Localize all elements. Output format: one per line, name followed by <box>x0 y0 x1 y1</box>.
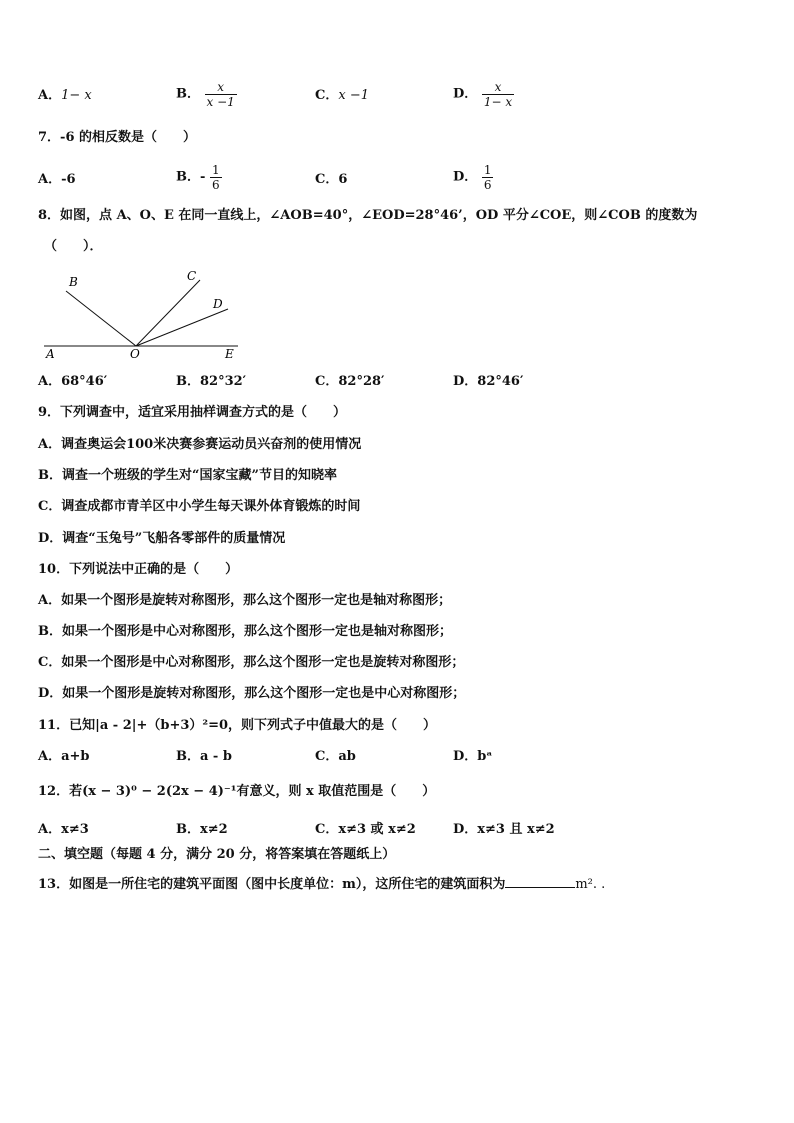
ray-ob <box>66 291 136 346</box>
q6-option-a <box>38 88 92 104</box>
q9-option-c: C．调查成都市青羊区中小学生每天课外体育锻炼的时间 <box>38 499 361 514</box>
option-value: x −1 <box>338 88 369 103</box>
q8-angle-figure <box>40 266 250 362</box>
q10-option-d: D．如果一个图形是旋转对称图形，那么这个图形一定也是中心对称图形； <box>38 686 466 701</box>
q8-stem-line1: 8．如图，点 A、O、E 在同一直线上，∠AOB=40°，∠EOD=28°46’，OD 平分∠COE，则∠COB 的度数为 <box>38 208 698 223</box>
q11-option-b: B．a - b <box>176 749 232 764</box>
fraction-numerator: x <box>482 80 514 95</box>
q11-stem: 11．已知|a - 2|+（b+3）²=0，则下列式子中值最大的是（ ） <box>38 718 437 733</box>
q9-option-a: A．调查奥运会100米决赛参赛运动员兴奋剂的使用情况 <box>38 437 362 452</box>
q12-option-c: C．x≠3 或 x≠2 <box>315 822 416 837</box>
fraction <box>205 80 237 109</box>
q13-stem <box>38 875 605 893</box>
fraction-numerator: 1 <box>211 163 220 177</box>
option-label: C． <box>315 88 339 103</box>
q6-option-c <box>315 88 369 104</box>
q7-option-b <box>176 163 222 192</box>
q12-option-d: D．x≠3 且 x≠2 <box>453 822 555 837</box>
section-heading: 二、填空题（每题 4 分，满分 20 分，将答案填在答题纸上） <box>38 847 396 862</box>
option-value: 1− x <box>61 88 92 103</box>
fraction-denominator: 6 <box>211 178 220 192</box>
fraction <box>482 163 494 192</box>
q11-option-d: D．bᵃ <box>453 749 493 764</box>
label-e: E <box>225 347 234 361</box>
fraction-denominator: 1− x <box>483 95 513 109</box>
q12-stem: 12．若(x − 3)⁰ − 2(2x − 4)⁻¹有意义，则 x 取值范围是（ ） <box>38 784 436 799</box>
minus-sign: - <box>200 169 206 185</box>
q10-option-a: A．如果一个图形是旋转对称图形，那么这个图形一定也是轴对称图形； <box>38 593 452 608</box>
q7-option-a: A．-6 <box>38 172 76 187</box>
q9-stem: 9．下列调查中，适宜采用抽样调查方式的是（ ） <box>38 405 347 420</box>
q8-option-d: D．82°46′ <box>453 374 524 389</box>
label-c: C <box>187 269 197 283</box>
q13-stem-unit: m². . <box>575 877 606 892</box>
q11-option-c: C．ab <box>315 749 356 764</box>
option-label: B． <box>176 169 200 185</box>
q7-stem: 7．-6 的相反数是（ ） <box>38 130 197 145</box>
label-a: A <box>46 347 55 361</box>
ray-oc <box>136 280 200 346</box>
fraction <box>210 163 222 192</box>
q8-option-a: A．68°46′ <box>38 374 108 389</box>
q7-option-c: C．6 <box>315 172 348 187</box>
q6-option-d <box>453 80 514 109</box>
fraction-denominator: 6 <box>483 178 492 192</box>
q10-option-b: B．如果一个图形是中心对称图形，那么这个图形一定也是轴对称图形； <box>38 624 452 639</box>
option-label: B． <box>176 86 200 102</box>
fraction <box>482 80 514 109</box>
fraction-denominator: x −1 <box>206 95 235 109</box>
q11-option-a: A．a+b <box>38 749 90 764</box>
q7-option-d <box>453 163 493 192</box>
q8-option-b: B．82°32′ <box>176 374 247 389</box>
option-label: D． <box>453 169 478 185</box>
q12-option-a: A．x≠3 <box>38 822 89 837</box>
q12-option-b: B．x≠2 <box>176 822 228 837</box>
label-d: D <box>213 297 223 311</box>
fraction-numerator: x <box>205 80 237 95</box>
q8-stem-line2: （ ）． <box>44 239 103 254</box>
q6-option-b <box>176 80 237 109</box>
option-label: A． <box>38 88 62 103</box>
option-label: D． <box>453 86 478 102</box>
q9-option-d: D．调查“玉兔号”飞船各零部件的质量情况 <box>38 531 286 546</box>
fraction-numerator: 1 <box>483 163 492 177</box>
q10-stem: 10．下列说法中正确的是（ ） <box>38 562 239 577</box>
ray-od <box>136 309 228 346</box>
answer-blank[interactable] <box>505 875 575 888</box>
q9-option-b: B．调查一个班级的学生对“国家宝藏”节目的知晓率 <box>38 468 337 483</box>
label-b: B <box>69 275 78 289</box>
q8-option-c: C．82°28′ <box>315 374 385 389</box>
q13-stem-text: 13．如图是一所住宅的建筑平面图（图中长度单位：m），这所住宅的建筑面积为 <box>38 877 506 892</box>
q10-option-c: C．如果一个图形是中心对称图形，那么这个图形一定也是旋转对称图形； <box>38 655 465 670</box>
label-o: O <box>130 347 140 361</box>
